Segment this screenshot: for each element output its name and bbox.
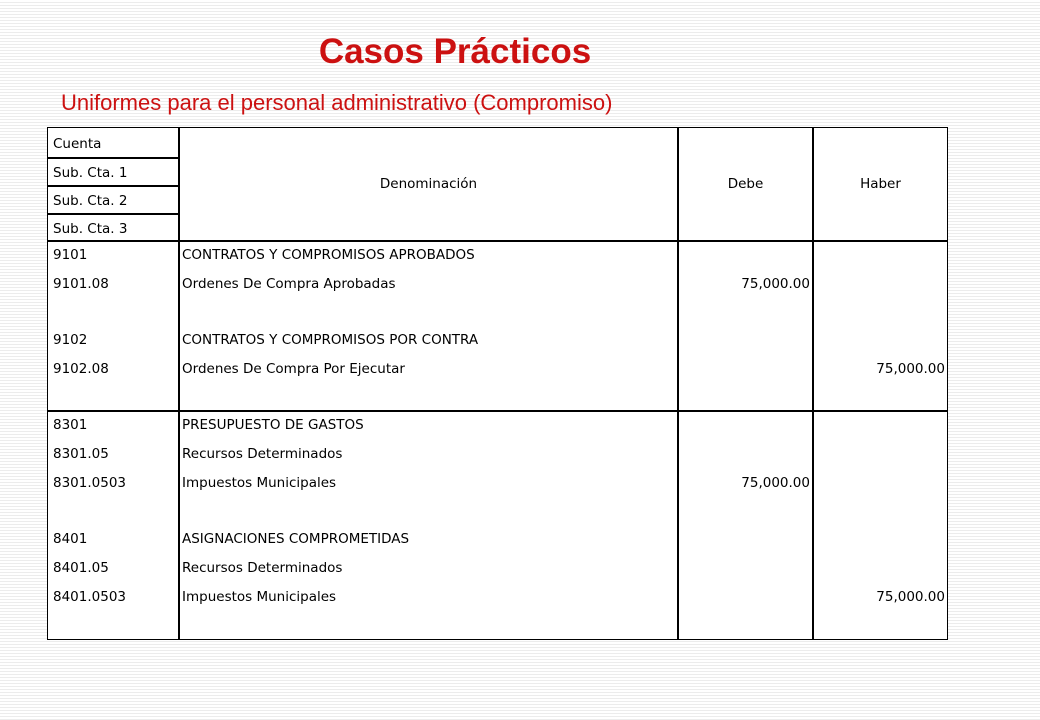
row-cuenta: 9101 bbox=[53, 247, 88, 263]
row-cuenta: 8301.05 bbox=[53, 446, 109, 462]
row-debe: 75,000.00 bbox=[741, 276, 810, 292]
row-cuenta: 9101.08 bbox=[53, 276, 109, 292]
row-cuenta: 8401 bbox=[53, 531, 88, 547]
row-denominacion: Impuestos Municipales bbox=[182, 475, 337, 491]
header-sub-cta-3: Sub. Cta. 3 bbox=[53, 221, 128, 237]
column-divider bbox=[677, 128, 679, 639]
accounting-entry-table bbox=[47, 127, 948, 640]
row-denominacion: PRESUPUESTO DE GASTOS bbox=[182, 417, 364, 433]
header-divider bbox=[48, 213, 178, 215]
row-denominacion: Impuestos Municipales bbox=[182, 589, 337, 605]
row-cuenta: 8301.0503 bbox=[53, 475, 127, 491]
row-haber: 75,000.00 bbox=[876, 589, 945, 605]
row-cuenta: 8401.05 bbox=[53, 560, 109, 576]
header-divider bbox=[48, 157, 178, 159]
row-denominacion: ASIGNACIONES COMPROMETIDAS bbox=[182, 531, 410, 547]
row-cuenta: 9102.08 bbox=[53, 361, 109, 377]
row-denominacion: Recursos Determinados bbox=[182, 446, 343, 462]
header-haber: Haber bbox=[860, 176, 901, 192]
row-haber: 75,000.00 bbox=[876, 361, 945, 377]
header-debe: Debe bbox=[727, 176, 764, 192]
row-cuenta: 9102 bbox=[53, 332, 88, 348]
header-bottom-rule bbox=[48, 240, 947, 242]
group-separator bbox=[48, 410, 947, 412]
column-divider bbox=[812, 128, 814, 639]
row-denominacion: Recursos Determinados bbox=[182, 560, 343, 576]
row-denominacion: CONTRATOS Y COMPROMISOS POR CONTRA bbox=[182, 332, 479, 348]
slide-title: Casos Prácticos bbox=[318, 32, 592, 71]
header-sub-cta-2: Sub. Cta. 2 bbox=[53, 193, 128, 209]
row-debe: 75,000.00 bbox=[741, 475, 810, 491]
row-cuenta: 8301 bbox=[53, 417, 88, 433]
slide-subtitle: Uniformes para el personal administrativo (Compromiso) bbox=[61, 90, 613, 115]
row-denominacion: Ordenes De Compra Por Ejecutar bbox=[182, 361, 405, 377]
header-denominacion: Denominación bbox=[379, 176, 478, 192]
column-divider bbox=[178, 128, 180, 639]
row-denominacion: CONTRATOS Y COMPROMISOS APROBADOS bbox=[182, 247, 475, 263]
header-divider bbox=[48, 185, 178, 187]
header-cuenta: Cuenta bbox=[53, 136, 102, 152]
row-cuenta: 8401.0503 bbox=[53, 589, 127, 605]
header-sub-cta-1: Sub. Cta. 1 bbox=[53, 165, 128, 181]
row-denominacion: Ordenes De Compra Aprobadas bbox=[182, 276, 396, 292]
